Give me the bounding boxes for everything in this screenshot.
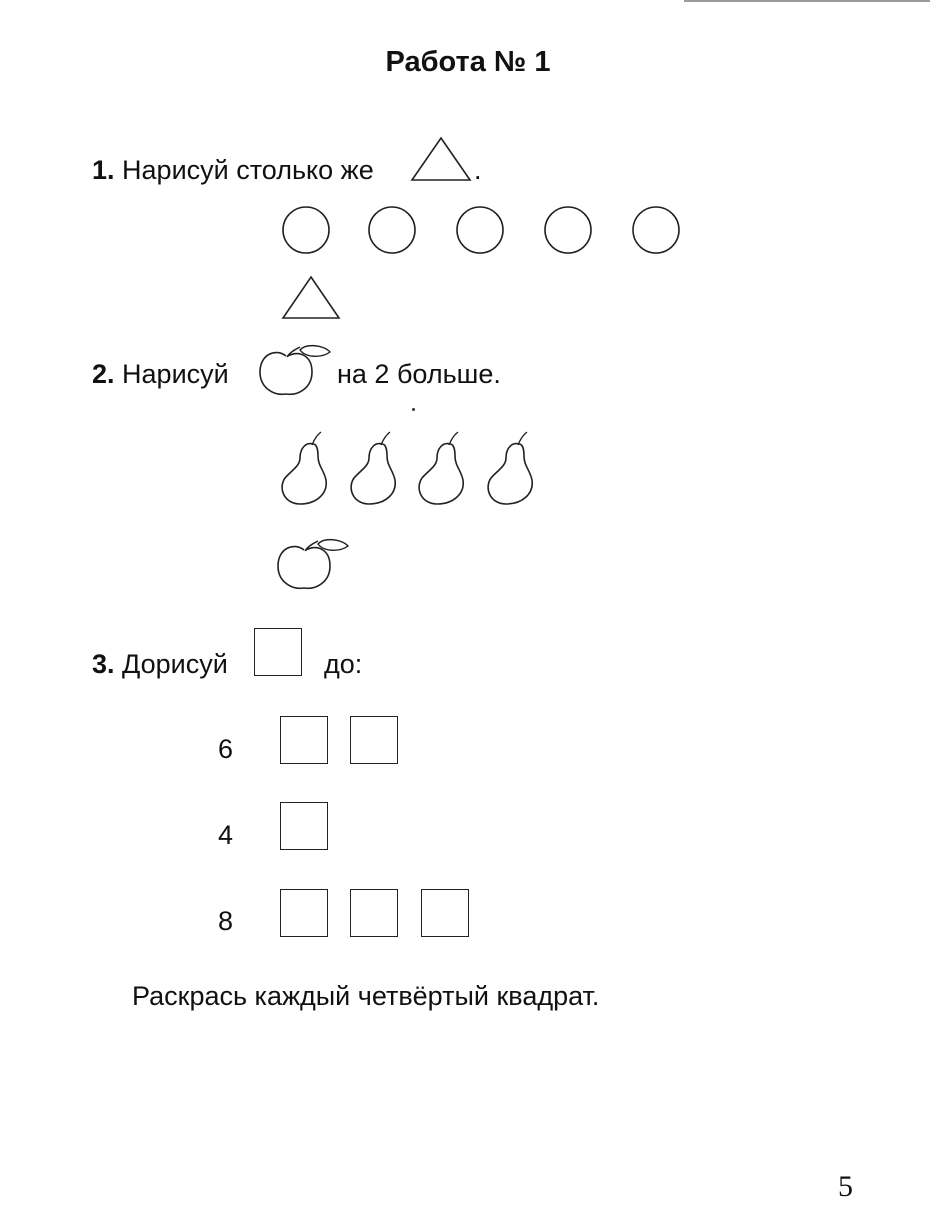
task3-number: 3. xyxy=(92,649,115,679)
task2-prompt xyxy=(92,357,229,391)
circle-shape xyxy=(367,205,417,255)
page-title: Работа № 1 xyxy=(385,46,551,78)
task2-text-after: на 2 больше. xyxy=(337,359,501,389)
circle-shape xyxy=(281,205,331,255)
apple-icon xyxy=(258,344,334,398)
task1-prompt xyxy=(92,153,374,187)
drawn-square xyxy=(350,716,398,764)
row-target-8: 8 xyxy=(218,906,234,936)
pear-icon xyxy=(278,430,330,506)
circle-shape xyxy=(455,205,505,255)
pear-icon xyxy=(347,430,399,506)
drawn-square xyxy=(421,889,469,937)
task1-number: 1. xyxy=(92,155,115,185)
drawn-triangle xyxy=(281,275,341,320)
drawn-square xyxy=(280,802,328,850)
pear-icon xyxy=(415,430,467,506)
task2-text-before: Нарисуй xyxy=(122,359,229,389)
drawn-square xyxy=(280,889,328,937)
task3-text-before: Дорисуй xyxy=(122,649,228,679)
drawn-square xyxy=(280,716,328,764)
circle-shape xyxy=(543,205,593,255)
drawn-apple xyxy=(276,538,354,592)
top-rule xyxy=(684,0,930,2)
square-icon xyxy=(254,628,302,676)
row-target-6: 6 xyxy=(218,734,234,764)
task1-text: Нарисуй столько же xyxy=(122,155,374,185)
stray-dot xyxy=(412,408,415,411)
task3-text-after: до: xyxy=(324,649,363,679)
task3-prompt xyxy=(92,647,228,681)
triangle-icon xyxy=(410,136,472,182)
task3-instruction: Раскрась каждый четвёртый квадрат. xyxy=(132,981,600,1011)
circle-shape xyxy=(631,205,681,255)
row-target-4: 4 xyxy=(218,820,234,850)
drawn-square xyxy=(350,889,398,937)
pear-icon xyxy=(484,430,536,506)
task1-end-punct: . xyxy=(474,155,482,185)
task2-number: 2. xyxy=(92,359,115,389)
page-number: 5 xyxy=(838,1170,853,1203)
